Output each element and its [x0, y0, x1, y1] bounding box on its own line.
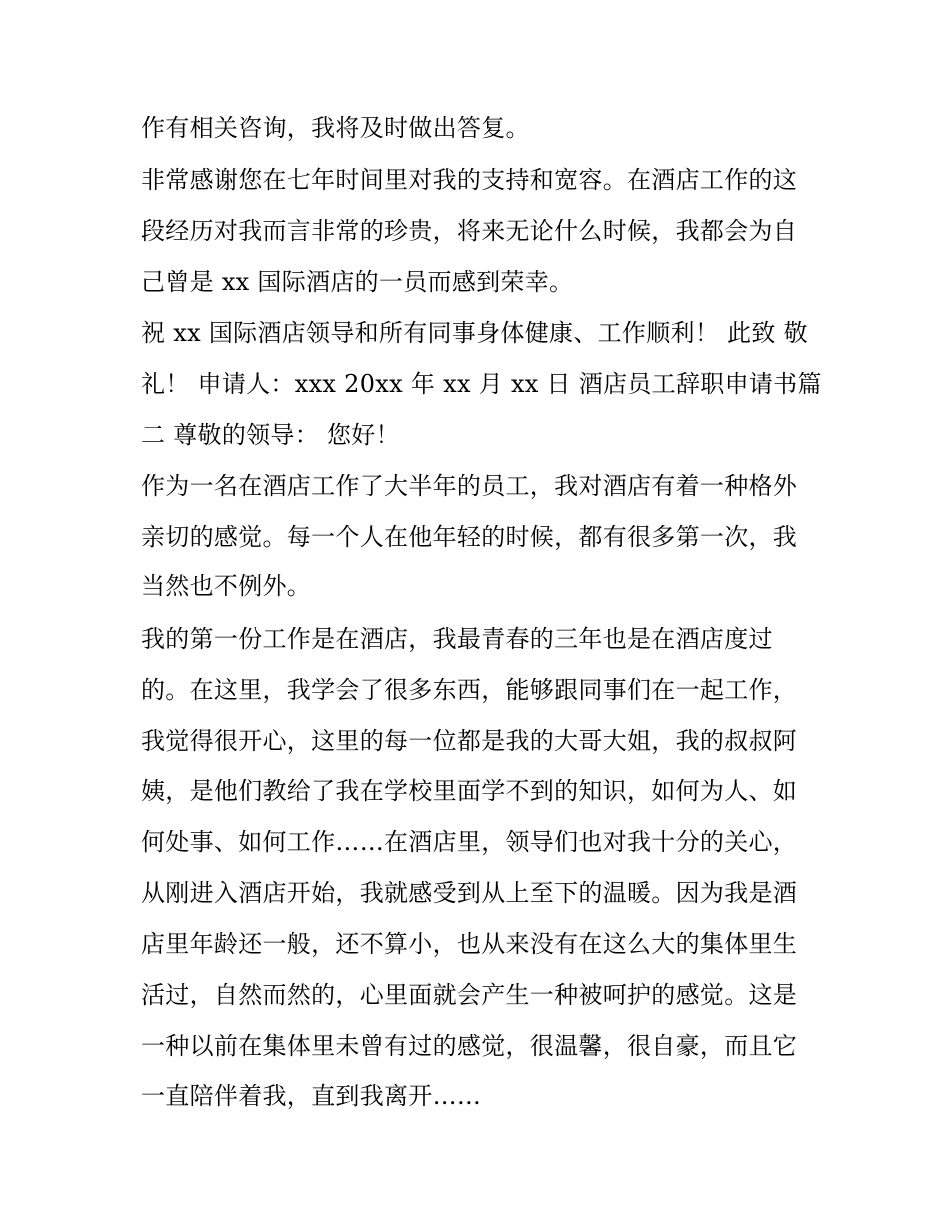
- text-line: 亲切的感觉。每一个人在他年轻的时候，都有很多第一次，我: [141, 523, 798, 551]
- text-line: 祝 xx 国际酒店领导和所有同事身体健康、工作顺利！ 此致 敬: [141, 319, 808, 347]
- text-line: 一直陪伴着我，直到我离开……: [141, 1082, 482, 1110]
- text-line: 的。在这里，我学会了很多东西，能够跟同事们在一起工作，: [141, 676, 798, 704]
- text-line: 二 尊敬的领导： 您好！: [141, 421, 400, 449]
- text-line: 店里年龄还一般，还不算小，也从来没有在这么大的集体里生: [141, 930, 798, 958]
- text-line: 从刚进入酒店开始，我就感受到从上至下的温暖。因为我是酒: [141, 879, 798, 907]
- text-line: 我的第一份工作是在酒店，我最青春的三年也是在酒店度过: [141, 625, 773, 653]
- text-line: 己曾是 xx 国际酒店的一员而感到荣幸。: [141, 268, 574, 296]
- text-line: 作为一名在酒店工作了大半年的员工，我对酒店有着一种格外: [141, 472, 798, 500]
- text-line: 作有相关咨询，我将及时做出答复。: [141, 114, 530, 142]
- text-line: 当然也不例外。: [141, 572, 312, 600]
- text-line: 段经历对我而言非常的珍贵，将来无论什么时候，我都会为自: [141, 217, 798, 245]
- text-line: 姨，是他们教给了我在学校里面学不到的知识，如何为人、如: [141, 777, 798, 805]
- text-line: 我觉得很开心，这里的每一位都是我的大哥大姐，我的叔叔阿: [141, 727, 798, 755]
- text-line: 一种以前在集体里未曾有过的感觉，很温馨，很自豪，而且它: [141, 1032, 798, 1060]
- text-line: 活过，自然而然的，心里面就会产生一种被呵护的感觉。这是: [141, 981, 798, 1009]
- text-line: 礼！ 申请人：xxx 20xx 年 xx 月 xx 日 酒店员工辞职申请书篇: [141, 370, 822, 398]
- text-line: 非常感谢您在七年时间里对我的支持和宽容。在酒店工作的这: [141, 166, 798, 194]
- text-line: 何处事、如何工作……在酒店里，领导们也对我十分的关心，: [141, 828, 798, 856]
